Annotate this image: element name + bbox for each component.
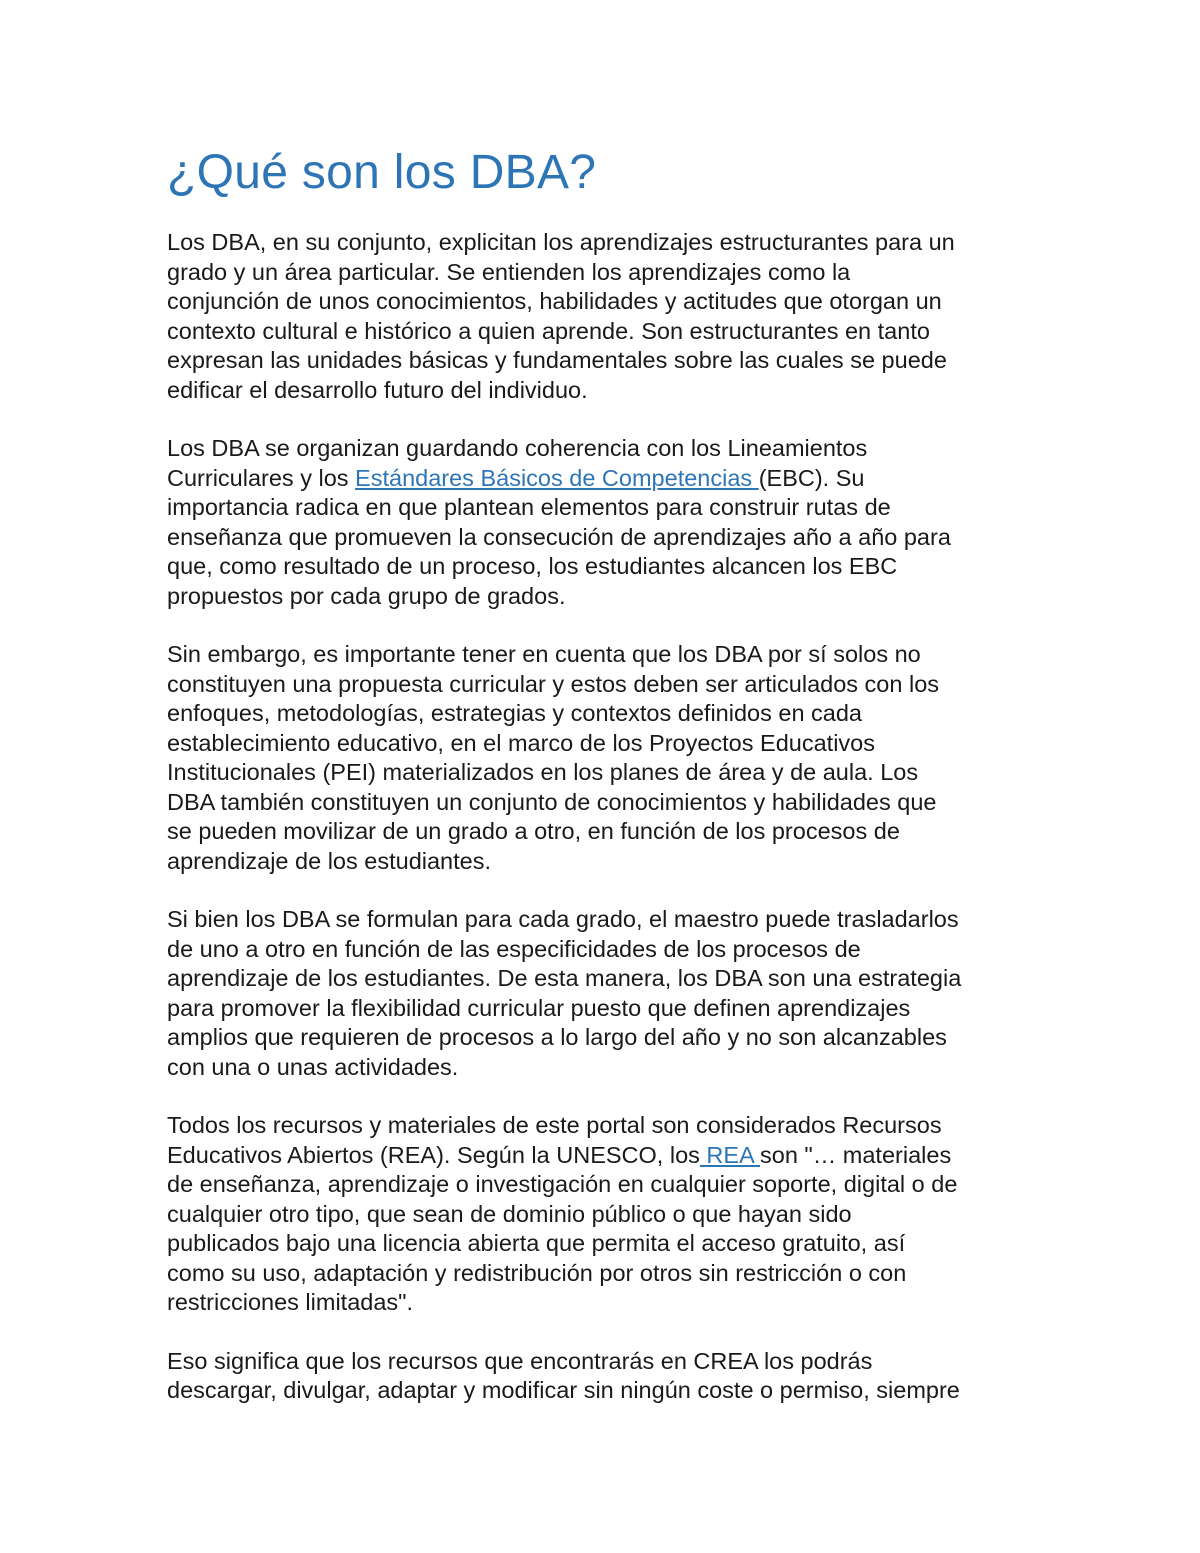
text-line: cualquier otro tipo, que sean de dominio público o que hayan sido xyxy=(167,1200,852,1227)
paragraph-rea-resources xyxy=(167,1111,1067,1318)
text-line: Los DBA se organizan guardando coherencia con los Lineamientos xyxy=(167,435,868,461)
text-line: Sin embargo, es importante tener en cuenta que los DBA por sí solos no xyxy=(167,641,921,667)
text-segment: (EBC). Su xyxy=(758,464,865,491)
text-line: amplios que requieren de procesos a lo largo del año y no son alcanzables xyxy=(167,1024,947,1050)
text-line: Institucionales (PEI) materializados en los planes de área y de aula. Los xyxy=(167,759,919,785)
text-line: de enseñanza, aprendizaje o investigación en cualquier soporte, digital o de xyxy=(167,1171,958,1197)
text-line: como su uso, adaptación y redistribución por otros sin restricción o con xyxy=(167,1259,907,1286)
text-line: publicados bajo una licencia abierta que permita el acceso gratuito, así xyxy=(167,1230,906,1256)
text-line: se pueden movilizar de un grado a otro, en función de los procesos de xyxy=(167,818,900,844)
text-segment: Curriculares y los xyxy=(167,464,356,491)
text-segment: Educativos Abiertos (REA). Según la UNESCO, los xyxy=(167,1141,700,1168)
text-line: constituyen una propuesta curricular y estos deben ser articulados con los xyxy=(167,670,940,697)
text-line-with-link xyxy=(167,1141,1067,1171)
text-segment: son "… materiales xyxy=(760,1141,952,1168)
rea-link[interactable]: REA xyxy=(699,1141,760,1168)
text-line: con una o unas actividades. xyxy=(167,1053,459,1080)
paragraph-dba-flexibility xyxy=(167,905,1067,1082)
text-line: Los DBA, en su conjunto, explicitan los aprendizajes estructurantes para un xyxy=(167,229,955,255)
ebc-link[interactable]: Estándares Básicos de Competencias xyxy=(355,464,759,491)
text-line: establecimiento educativo, en el marco de los Proyectos Educativos xyxy=(167,729,875,756)
text-line: contexto cultural e histórico a quien aprende. Son estructurantes en tanto xyxy=(167,317,930,344)
text-line: aprendizaje de los estudiantes. De esta manera, los DBA son una estrategia xyxy=(167,965,962,991)
text-line: de uno a otro en función de las especificidades de los procesos de xyxy=(167,935,861,962)
text-line: restricciones limitadas". xyxy=(167,1289,414,1315)
text-line: importancia radica en que plantean elementos para construir rutas de xyxy=(167,494,891,520)
text-line: Todos los recursos y materiales de este portal son considerados Recursos xyxy=(167,1112,942,1138)
text-line: que, como resultado de un proceso, los estudiantes alcancen los EBC xyxy=(167,553,898,579)
text-line-with-link xyxy=(167,464,1067,494)
text-line: enseñanza que promueven la consecución de aprendizajes año a año para xyxy=(167,523,951,550)
text-line: enfoques, metodologías, estrategias y contextos definidos en cada xyxy=(167,700,863,726)
text-line: Eso significa que los recursos que encontrarás en CREA los podrás xyxy=(167,1347,873,1374)
paragraph-dba-organization xyxy=(167,434,1067,611)
page-title: ¿Qué son los DBA? xyxy=(167,146,597,199)
text-line: edificar el desarrollo futuro del individuo. xyxy=(167,376,588,403)
text-line: Si bien los DBA se formulan para cada grado, el maestro puede trasladarlos xyxy=(167,906,959,932)
paragraph-crea-usage xyxy=(167,1347,1067,1406)
text-line: para promover la flexibilidad curricular puesto que definen aprendizajes xyxy=(167,994,911,1021)
text-line: DBA también constituyen un conjunto de conocimientos y habilidades que xyxy=(167,788,937,815)
text-line: propuestos por cada grupo de grados. xyxy=(167,582,566,609)
text-line: aprendizaje de los estudiantes. xyxy=(167,847,491,874)
paragraph-dba-curricular xyxy=(167,640,1067,876)
document-body xyxy=(167,138,1067,1435)
text-line: conjunción de unos conocimientos, habilidades y actitudes que otorgan un xyxy=(167,288,942,314)
text-line: expresan las unidades básicas y fundamentales sobre las cuales se puede xyxy=(167,347,947,373)
paragraph-dba-definition xyxy=(167,228,1067,405)
text-line: descargar, divulgar, adaptar y modificar sin ningún coste o permiso, siempre xyxy=(167,1377,960,1403)
text-line: grado y un área particular. Se entienden los aprendizajes como la xyxy=(167,258,851,285)
